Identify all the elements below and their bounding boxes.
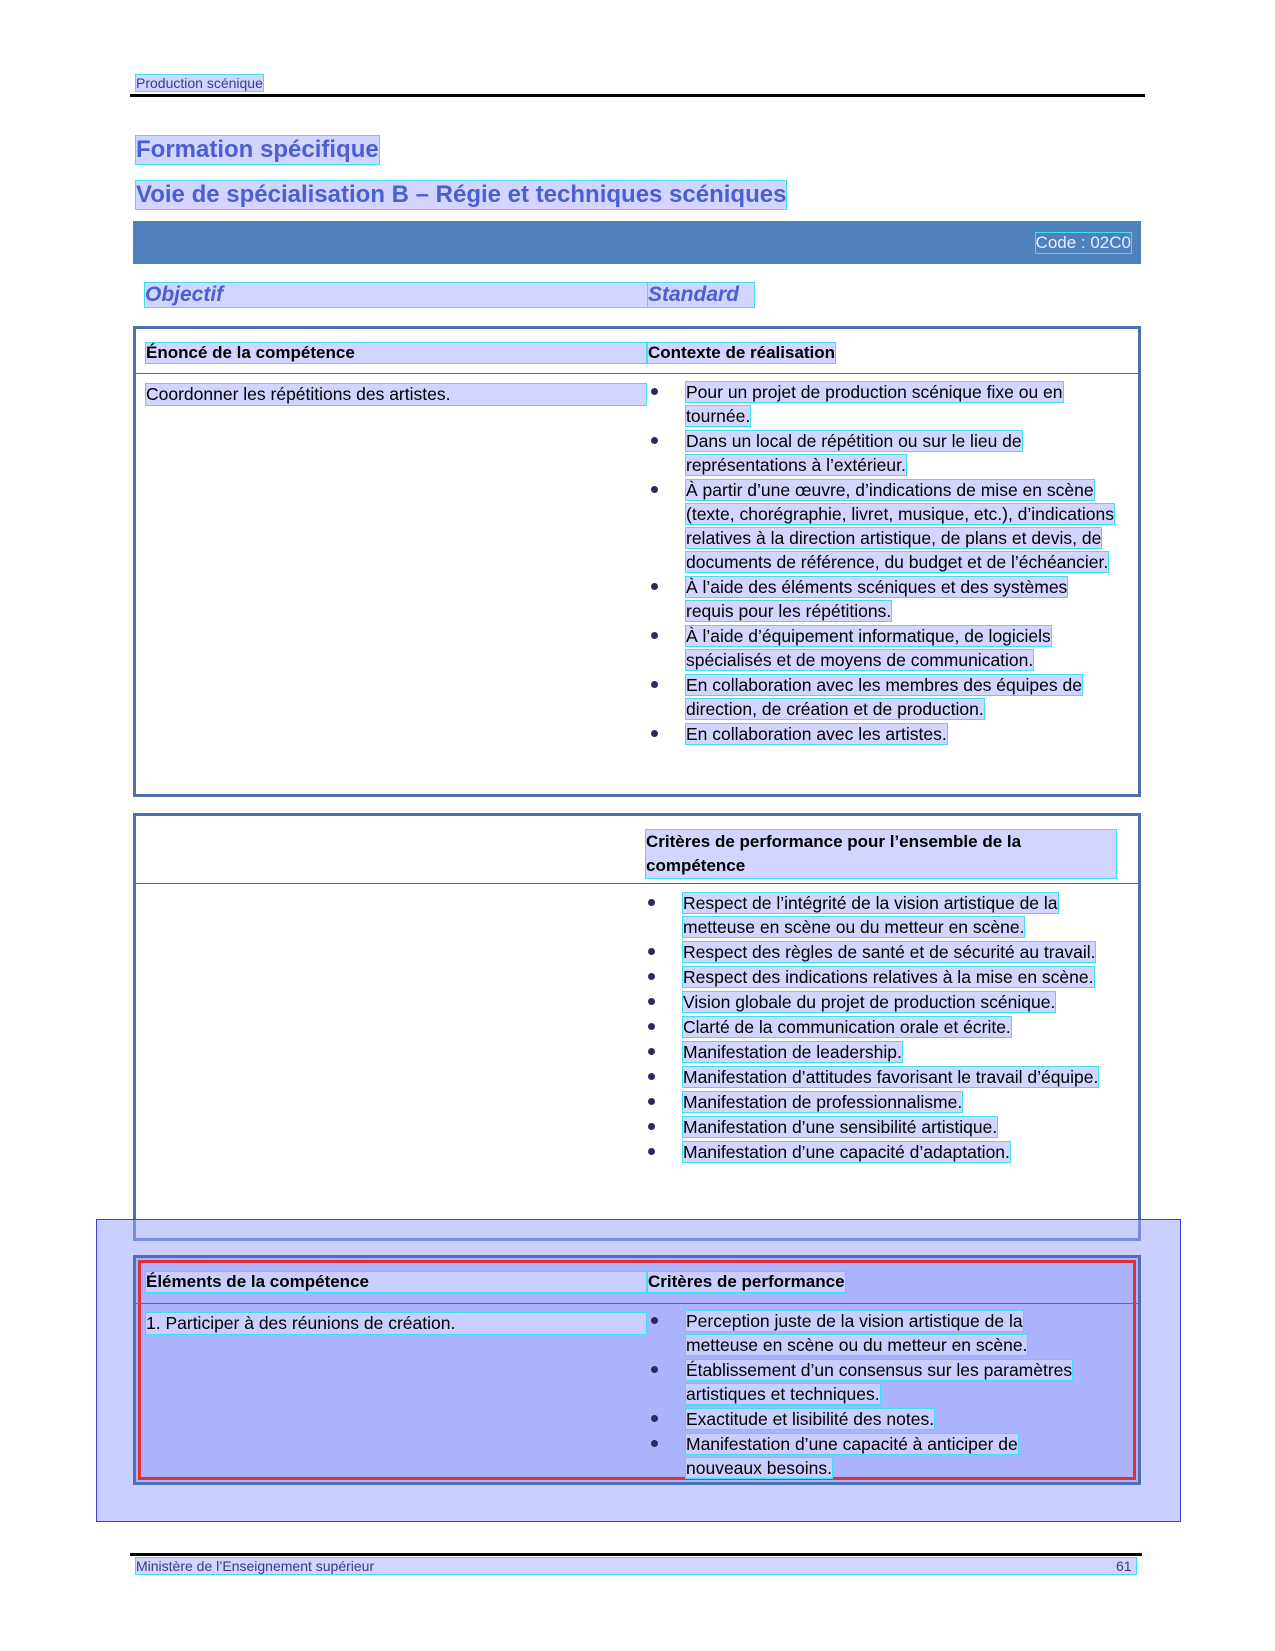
list-item: Manifestation d’une sensibilité artistique. (646, 1115, 1121, 1139)
list-item: Manifestation d’une capacité d’adaptation. (646, 1140, 1121, 1164)
competence-table (133, 326, 1141, 797)
criteria-overall-list (646, 891, 1121, 1165)
list-item: Exactitude et lisibilité des notes. (649, 1407, 1094, 1431)
list-item: Manifestation d’attitudes favorisant le travail d’équipe. (646, 1065, 1121, 1089)
contexte-list (649, 380, 1119, 747)
list-item: Dans un local de répétition ou sur le lieu de représentations à l’extérieur. (649, 429, 1119, 477)
list-item: Respect des règles de santé et de sécurité au travail. (646, 940, 1121, 964)
page-number: 61 (1116, 1558, 1132, 1574)
elements-heading: Éléments de la compétence (146, 1272, 646, 1292)
competence-element: 1. Participer à des réunions de création. (146, 1313, 646, 1334)
criteria-overall-heading: Critères de performance pour l’ensemble de la compétence (646, 830, 1116, 878)
enonce-heading: Énoncé de la compétence (146, 343, 646, 363)
objectif-label: Objectif (145, 283, 655, 307)
list-item: Clarté de la communication orale et écrite. (646, 1015, 1121, 1039)
list-item: Manifestation d’une capacité à anticiper de nouveaux besoins. (649, 1432, 1094, 1480)
footer-rule (130, 1553, 1142, 1556)
performance-list (649, 1309, 1094, 1481)
section-title: Formation spécifique (136, 136, 379, 163)
list-item: Manifestation de leadership. (646, 1040, 1121, 1064)
list-item: À l’aide des éléments scéniques et des systèmes requis pour les répétitions. (649, 575, 1119, 623)
list-item: Pour un projet de production scénique fixe ou en tournée. (649, 380, 1119, 428)
header-rule (130, 94, 1145, 97)
subsection-title: Voie de spécialisation B – Régie et techniques scéniques (136, 181, 787, 208)
performance-heading: Critères de performance (648, 1272, 845, 1291)
criteria-table (133, 813, 1141, 1241)
list-item: Vision globale du projet de production scénique. (646, 990, 1121, 1014)
code-bar (133, 221, 1141, 264)
list-item: À l’aide d’équipement informatique, de logiciels spécialisés et de moyens de communication. (649, 624, 1119, 672)
list-item: Manifestation de professionnalisme. (646, 1090, 1121, 1114)
list-item: En collaboration avec les artistes. (649, 722, 1119, 746)
list-item: Respect de l’intégrité de la vision artistique de la metteuse en scène ou du metteur en scène. (646, 891, 1121, 939)
running-header: Production scénique (136, 75, 263, 91)
table-divider (136, 373, 1138, 374)
footer-ministry: Ministère de l’Enseignement supérieur (136, 1558, 1136, 1574)
standard-label: Standard (648, 283, 754, 307)
table-divider (136, 883, 1138, 884)
list-item: À partir d’une œuvre, d’indications de mise en scène (texte, chorégraphie, livret, musique, etc.), d’indications relatives à la direction artistique, de plans et devis, de documents de référence, du budget et de l’échéancier. (649, 478, 1119, 574)
list-item: Établissement d’un consensus sur les paramètres artistiques et techniques. (649, 1358, 1094, 1406)
table-divider (136, 1303, 1138, 1304)
competence-statement: Coordonner les répétitions des artistes. (146, 384, 646, 405)
list-item: Perception juste de la vision artistique de la metteuse en scène ou du metteur en scène. (649, 1309, 1094, 1357)
list-item: Respect des indications relatives à la mise en scène. (646, 965, 1121, 989)
elements-table (133, 1255, 1141, 1485)
code-label: Code : 02C0 (1035, 233, 1131, 252)
contexte-heading: Contexte de réalisation (648, 343, 836, 362)
list-item: En collaboration avec les membres des équipes de direction, de création et de production. (649, 673, 1119, 721)
